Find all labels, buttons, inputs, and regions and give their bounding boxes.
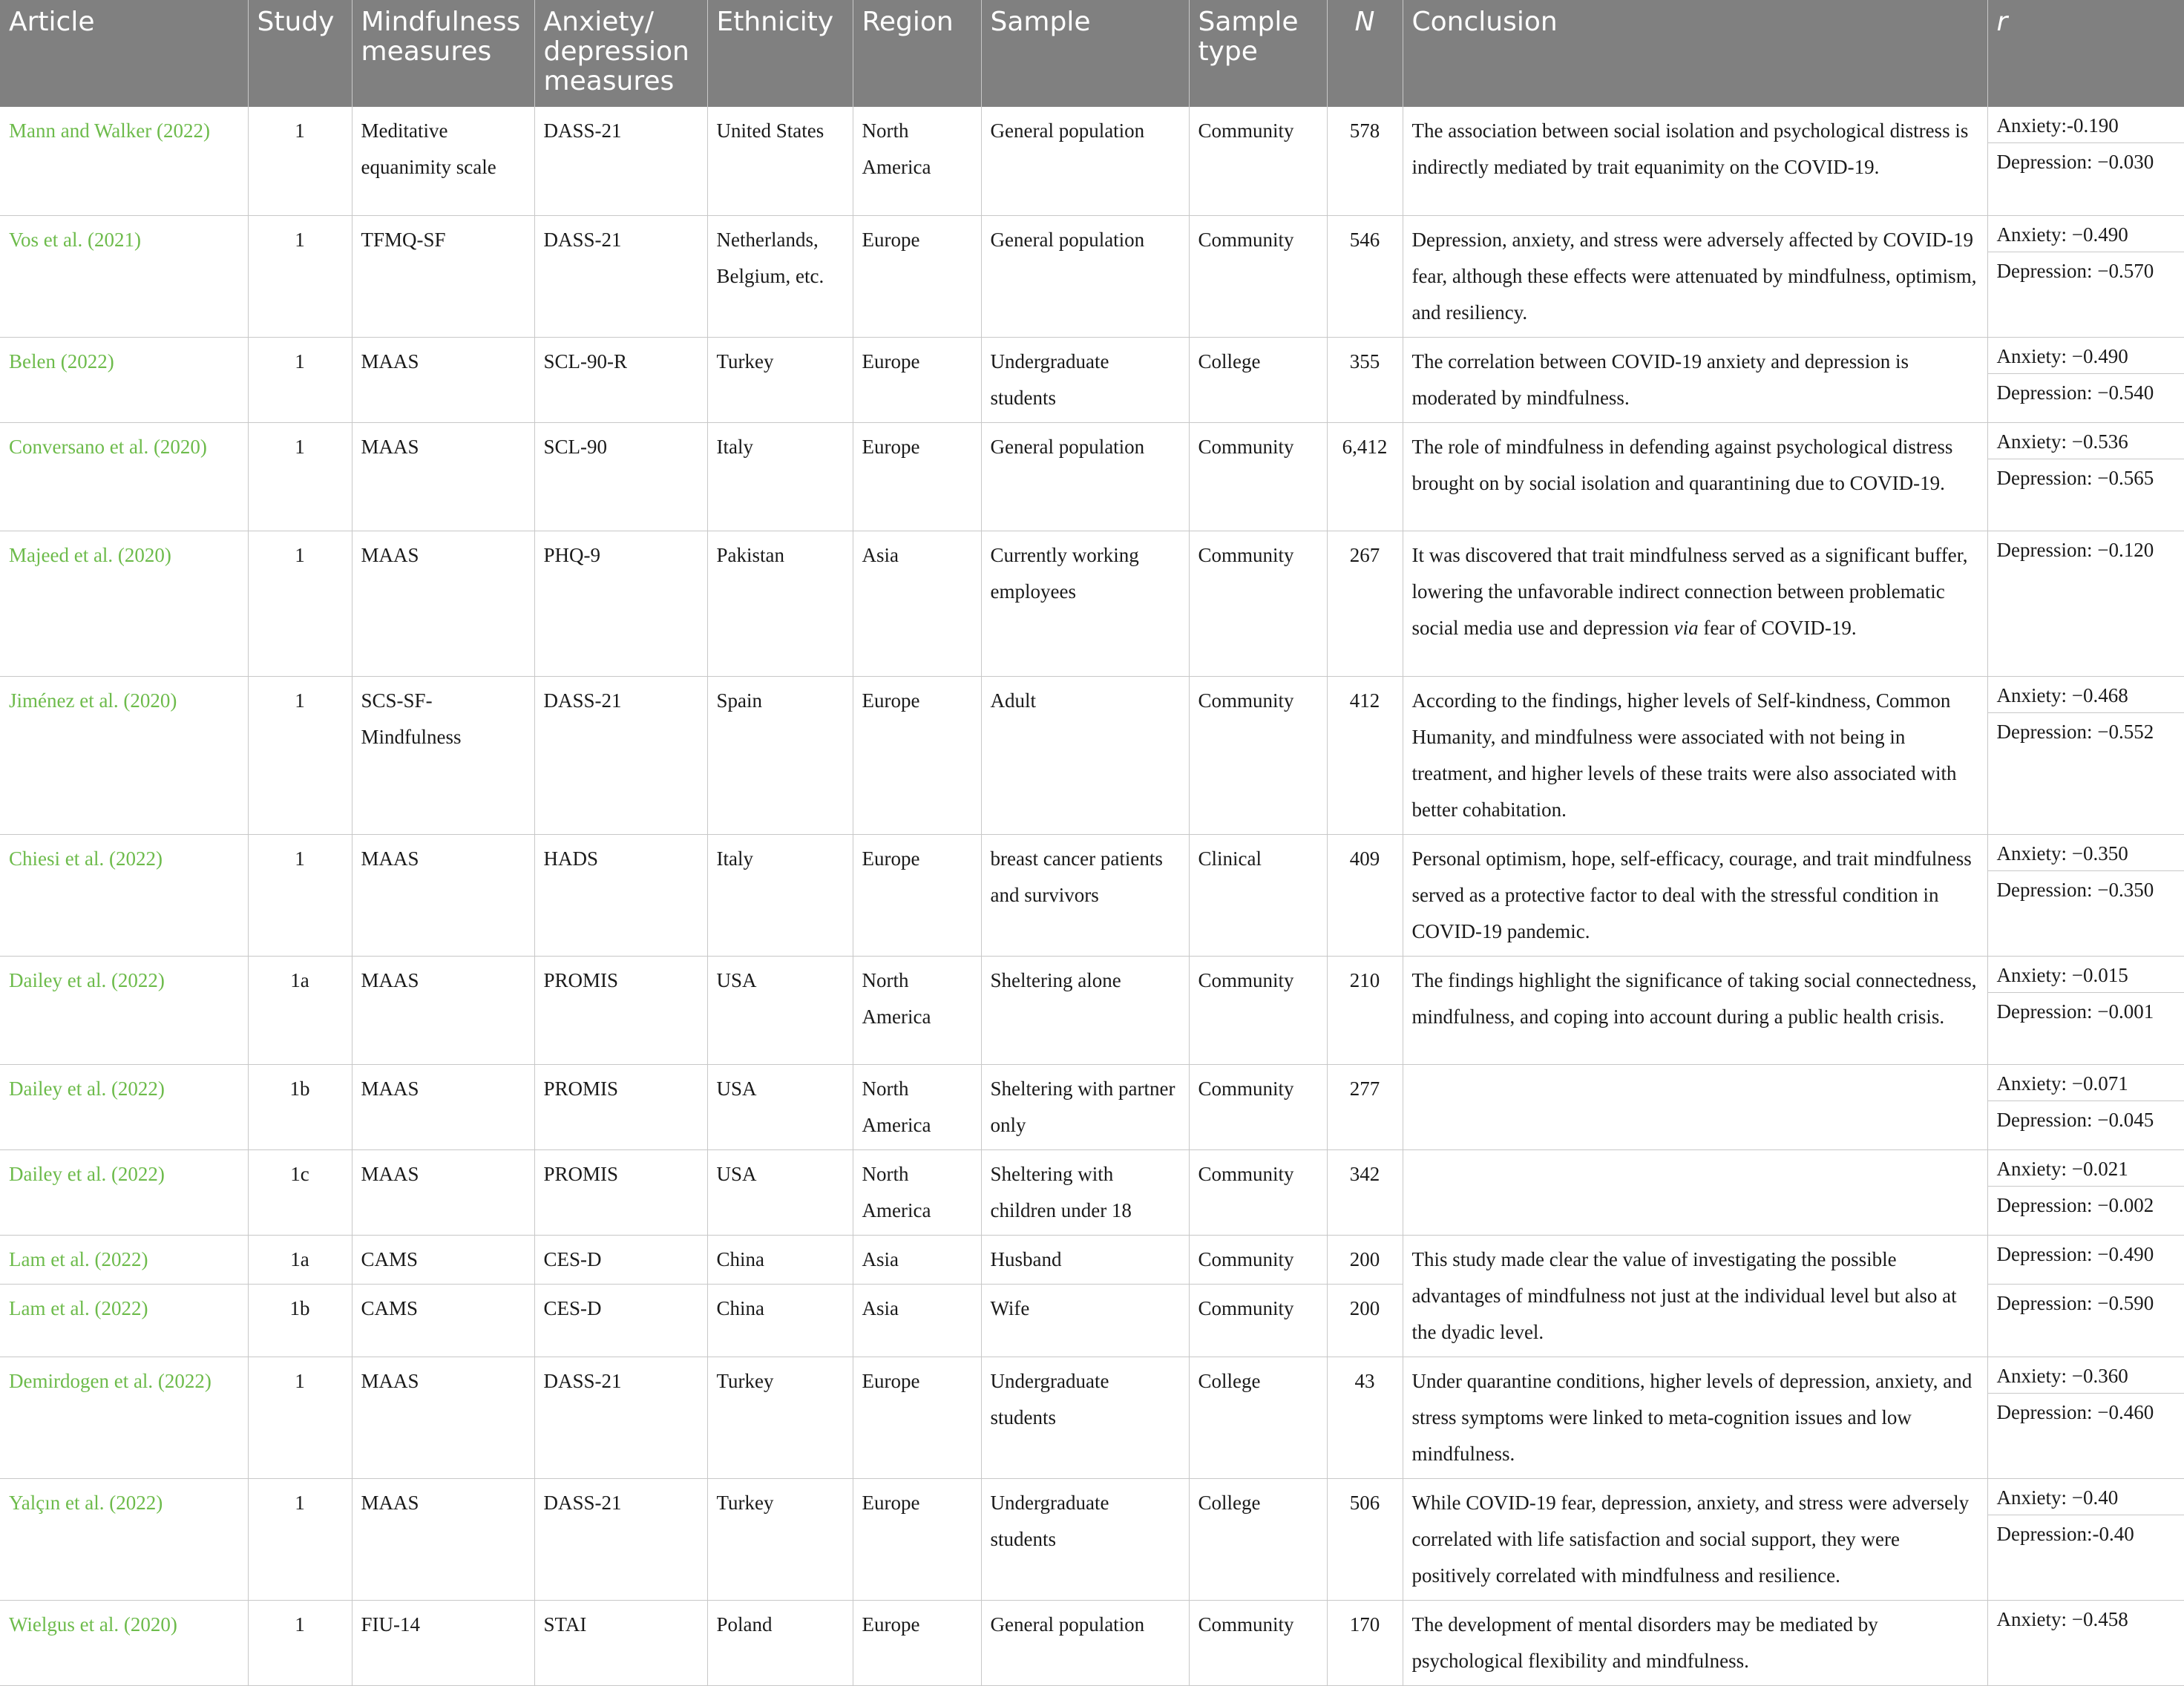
cell-sample: Wife <box>981 1284 1189 1357</box>
r-value: Anxiety: −0.021 <box>1996 1157 2128 1180</box>
cell-anxiety: SCL-90-R <box>534 337 707 422</box>
cell-ethnicity: Turkey <box>707 1478 853 1600</box>
cell-conclusion: The development of mental disorders may be mediated by psychological flexibility and mindfulness. <box>1403 1600 1987 1685</box>
article-link[interactable]: Majeed et al. (2020) <box>9 543 171 566</box>
cell-conclusion: This study made clear the value of investigating the possible advantages of mindfulness not just at the individual level but also at the dyadic level. <box>1403 1235 1987 1357</box>
conclusion-italic: via <box>1673 616 1699 639</box>
cell-r <box>1987 1478 2184 1600</box>
r-value: Anxiety:-0.190 <box>1996 114 2119 137</box>
cell-region: Europe <box>853 834 981 956</box>
cell-conclusion: According to the findings, higher levels of Self-kindness, Common Humanity, and mindfulness were associated with not being in treatment, and higher levels of these traits were also associated with better cohabitation. <box>1403 676 1987 834</box>
conclusion-text: It was discovered that trait mindfulness served as a significant buffer, lowering the unfavorable indirect connection between problematic social media use and depression <box>1411 543 1968 639</box>
r-value: Anxiety: −0.458 <box>1996 1607 2128 1630</box>
cell-article[interactable] <box>0 1478 248 1600</box>
cell-mindfulness: SCS-SF-Mindfulness <box>352 676 534 834</box>
cell-article[interactable] <box>0 676 248 834</box>
cell-sample-type: Community <box>1189 1064 1327 1149</box>
cell-ethnicity: China <box>707 1235 853 1284</box>
cell-n: 200 <box>1327 1284 1403 1357</box>
cell-conclusion: The correlation between COVID-19 anxiety and depression is moderated by mindfulness. <box>1403 337 1987 422</box>
cell-anxiety: PROMIS <box>534 1149 707 1235</box>
cell-n: 355 <box>1327 337 1403 422</box>
cell-region: Europe <box>853 1478 981 1600</box>
cell-mindfulness: FIU-14 <box>352 1600 534 1685</box>
cell-ethnicity: USA <box>707 956 853 1064</box>
table-row <box>0 1149 2184 1235</box>
cell-study: 1b <box>248 1064 352 1149</box>
cell-study: 1 <box>248 834 352 956</box>
cell-region: Europe <box>853 337 981 422</box>
article-link[interactable]: Mann and Walker (2022) <box>9 119 211 142</box>
cell-sample: Husband <box>981 1235 1189 1284</box>
table-row <box>0 676 2184 834</box>
cell-study: 1a <box>248 1235 352 1284</box>
header-anxiety: Anxiety/ depression measures <box>534 0 707 107</box>
cell-n: 6,412 <box>1327 422 1403 531</box>
cell-mindfulness: MAAS <box>352 956 534 1064</box>
cell-region: North America <box>853 1064 981 1149</box>
table-row <box>0 215 2184 337</box>
cell-sample-type: College <box>1189 1357 1327 1478</box>
cell-ethnicity: Turkey <box>707 1357 853 1478</box>
r-value: Anxiety: −0.490 <box>1996 344 2128 367</box>
cell-r <box>1987 1235 2184 1284</box>
cell-mindfulness: MAAS <box>352 1357 534 1478</box>
cell-ethnicity: Pakistan <box>707 531 853 676</box>
cell-article[interactable] <box>0 834 248 956</box>
cell-conclusion: The association between social isolation and psychological distress is indirectly mediated by trait equanimity on the COVID-19. <box>1403 107 1987 215</box>
cell-anxiety: DASS-21 <box>534 1357 707 1478</box>
cell-r <box>1987 956 2184 1064</box>
table-row <box>0 1600 2184 1685</box>
cell-sample-type: College <box>1189 1478 1327 1600</box>
cell-region: Europe <box>853 422 981 531</box>
cell-anxiety: PHQ-9 <box>534 531 707 676</box>
cell-sample-type: Community <box>1189 215 1327 337</box>
r-value: Depression: −0.002 <box>1988 1186 2184 1222</box>
cell-sample: Undergraduate students <box>981 337 1189 422</box>
cell-mindfulness: CAMS <box>352 1235 534 1284</box>
article-link[interactable]: Dailey et al. (2022) <box>9 968 165 991</box>
cell-conclusion: While COVID-19 fear, depression, anxiety, and stress were adversely correlated with life satisfaction and social support, they were positively correlated with mindfulness and resilience. <box>1403 1478 1987 1600</box>
r-value: Anxiety: −0.015 <box>1996 963 2128 986</box>
header-ethnicity: Ethnicity <box>707 0 853 107</box>
table-row <box>0 1064 2184 1149</box>
cell-n: 506 <box>1327 1478 1403 1600</box>
cell-sample-type: Community <box>1189 107 1327 215</box>
cell-study: 1c <box>248 1149 352 1235</box>
header-sample-type: Sample type <box>1189 0 1327 107</box>
header-row <box>0 0 2184 107</box>
cell-ethnicity: United States <box>707 107 853 215</box>
cell-conclusion: Under quarantine conditions, higher levels of depression, anxiety, and stress symptoms were linked to meta-cognition issues and low mindfulness. <box>1403 1357 1987 1478</box>
article-link[interactable]: Yalçın et al. (2022) <box>9 1491 163 1514</box>
table-row <box>0 1357 2184 1478</box>
r-value: Anxiety: −0.536 <box>1996 430 2128 453</box>
cell-mindfulness: Meditative equanimity scale <box>352 107 534 215</box>
cell-anxiety: DASS-21 <box>534 676 707 834</box>
cell-sample: Sheltering alone <box>981 956 1189 1064</box>
header-sample: Sample <box>981 0 1189 107</box>
cell-study: 1 <box>248 1357 352 1478</box>
cell-mindfulness: MAAS <box>352 337 534 422</box>
cell-n: 412 <box>1327 676 1403 834</box>
r-value: Anxiety: −0.360 <box>1996 1364 2128 1387</box>
cell-sample-type: Community <box>1189 1284 1327 1357</box>
cell-r <box>1987 1149 2184 1235</box>
cell-sample: Adult <box>981 676 1189 834</box>
cell-conclusion <box>1403 531 1987 676</box>
cell-r <box>1987 1357 2184 1478</box>
cell-study: 1 <box>248 1600 352 1685</box>
header-region: Region <box>853 0 981 107</box>
cell-mindfulness: TFMQ-SF <box>352 215 534 337</box>
cell-sample-type: College <box>1189 337 1327 422</box>
r-value: Anxiety: −0.490 <box>1996 223 2128 246</box>
cell-region: North America <box>853 107 981 215</box>
cell-sample: General population <box>981 107 1189 215</box>
header-study: Study <box>248 0 352 107</box>
cell-region: Asia <box>853 1235 981 1284</box>
cell-mindfulness: MAAS <box>352 834 534 956</box>
cell-sample-type: Community <box>1189 676 1327 834</box>
cell-anxiety: HADS <box>534 834 707 956</box>
cell-r <box>1987 531 2184 676</box>
r-value: Depression: −0.460 <box>1988 1393 2184 1429</box>
header-article: Article <box>0 0 248 107</box>
cell-anxiety: CES-D <box>534 1235 707 1284</box>
r-value: Depression: −0.490 <box>1996 1242 2154 1265</box>
article-link[interactable]: Lam et al. (2022) <box>9 1247 148 1270</box>
cell-ethnicity: Turkey <box>707 337 853 422</box>
cell-anxiety: SCL-90 <box>534 422 707 531</box>
cell-region: Europe <box>853 1600 981 1685</box>
table-row <box>0 1478 2184 1600</box>
cell-mindfulness: CAMS <box>352 1284 534 1357</box>
cell-article[interactable] <box>0 337 248 422</box>
cell-sample-type: Community <box>1189 1600 1327 1685</box>
cell-n: 267 <box>1327 531 1403 676</box>
cell-n: 342 <box>1327 1149 1403 1235</box>
cell-r <box>1987 422 2184 531</box>
cell-study: 1 <box>248 1478 352 1600</box>
cell-sample-type: Community <box>1189 422 1327 531</box>
cell-anxiety: PROMIS <box>534 1064 707 1149</box>
cell-sample: Undergraduate students <box>981 1357 1189 1478</box>
article-link[interactable]: Lam et al. (2022) <box>9 1296 148 1319</box>
r-value: Depression: −0.030 <box>1988 142 2184 179</box>
cell-mindfulness: MAAS <box>352 531 534 676</box>
article-link[interactable]: Demirdogen et al. (2022) <box>9 1369 211 1392</box>
cell-sample: Sheltering with children under 18 <box>981 1149 1189 1235</box>
article-link[interactable]: Conversano et al. (2020) <box>9 435 207 458</box>
cell-n: 210 <box>1327 956 1403 1064</box>
cell-anxiety: DASS-21 <box>534 107 707 215</box>
cell-study: 1 <box>248 107 352 215</box>
table-row <box>0 337 2184 422</box>
cell-anxiety: DASS-21 <box>534 215 707 337</box>
cell-region: North America <box>853 956 981 1064</box>
r-value: Anxiety: −0.071 <box>1996 1072 2128 1095</box>
r-value: Depression: −0.045 <box>1988 1101 2184 1137</box>
table-row <box>0 107 2184 215</box>
r-value: Depression: −0.570 <box>1988 252 2184 288</box>
cell-study: 1b <box>248 1284 352 1357</box>
cell-study: 1 <box>248 215 352 337</box>
cell-n: 170 <box>1327 1600 1403 1685</box>
cell-r <box>1987 215 2184 337</box>
header-mindfulness: Mindfulness measures <box>352 0 534 107</box>
cell-conclusion <box>1403 1149 1987 1235</box>
conclusion-text: fear of COVID-19. <box>1698 616 1857 639</box>
cell-anxiety: PROMIS <box>534 956 707 1064</box>
cell-article[interactable] <box>0 1149 248 1235</box>
r-value: Anxiety: −0.40 <box>1996 1486 2119 1509</box>
cell-ethnicity: Spain <box>707 676 853 834</box>
cell-r <box>1987 676 2184 834</box>
cell-study: 1a <box>248 956 352 1064</box>
cell-mindfulness: MAAS <box>352 1064 534 1149</box>
r-value: Depression: −0.590 <box>1996 1291 2154 1314</box>
cell-n: 546 <box>1327 215 1403 337</box>
cell-anxiety: STAI <box>534 1600 707 1685</box>
cell-r <box>1987 1600 2184 1685</box>
cell-sample: General population <box>981 1600 1189 1685</box>
cell-sample: General population <box>981 215 1189 337</box>
cell-region: Asia <box>853 531 981 676</box>
cell-n: 409 <box>1327 834 1403 956</box>
cell-region: North America <box>853 1149 981 1235</box>
cell-article[interactable] <box>0 531 248 676</box>
cell-article[interactable] <box>0 1600 248 1685</box>
r-value: Depression: −0.120 <box>1996 538 2154 561</box>
cell-article[interactable] <box>0 1235 248 1284</box>
table-row <box>0 956 2184 1064</box>
cell-article[interactable] <box>0 1064 248 1149</box>
cell-article[interactable] <box>0 107 248 215</box>
cell-sample-type: Community <box>1189 956 1327 1064</box>
cell-ethnicity: Italy <box>707 834 853 956</box>
cell-mindfulness: MAAS <box>352 422 534 531</box>
cell-study: 1 <box>248 422 352 531</box>
cell-region: Europe <box>853 215 981 337</box>
article-link[interactable]: Vos et al. (2021) <box>9 228 141 251</box>
r-value: Anxiety: −0.350 <box>1996 842 2128 865</box>
cell-conclusion: The role of mindfulness in defending against psychological distress brought on by social isolation and quarantining due to COVID-19. <box>1403 422 1987 531</box>
r-value: Anxiety: −0.468 <box>1996 683 2128 706</box>
cell-ethnicity: Poland <box>707 1600 853 1685</box>
article-link[interactable]: Chiesi et al. (2022) <box>9 847 163 870</box>
cell-ethnicity: Italy <box>707 422 853 531</box>
table-row <box>0 422 2184 531</box>
r-value: Depression: −0.540 <box>1988 373 2184 410</box>
header-n: N <box>1327 0 1403 107</box>
cell-sample-type: Community <box>1189 531 1327 676</box>
cell-ethnicity: China <box>707 1284 853 1357</box>
cell-anxiety: CES-D <box>534 1284 707 1357</box>
cell-sample: Sheltering with partner only <box>981 1064 1189 1149</box>
cell-study: 1 <box>248 531 352 676</box>
cell-article[interactable] <box>0 1284 248 1357</box>
article-link[interactable]: Dailey et al. (2022) <box>9 1077 165 1100</box>
cell-study: 1 <box>248 337 352 422</box>
cell-sample-type: Community <box>1189 1235 1327 1284</box>
cell-n: 200 <box>1327 1235 1403 1284</box>
cell-sample-type: Clinical <box>1189 834 1327 956</box>
cell-sample: Undergraduate students <box>981 1478 1189 1600</box>
cell-article[interactable] <box>0 1357 248 1478</box>
table-row <box>0 1235 2184 1284</box>
article-link[interactable]: Jiménez et al. (2020) <box>9 689 177 712</box>
cell-n: 43 <box>1327 1357 1403 1478</box>
r-value: Depression: −0.552 <box>1988 712 2184 749</box>
cell-sample-type: Community <box>1189 1149 1327 1235</box>
article-link[interactable]: Wielgus et al. (2020) <box>9 1613 177 1636</box>
r-value: Depression: −0.001 <box>1988 992 2184 1029</box>
table-row <box>0 531 2184 676</box>
cell-sample: General population <box>981 422 1189 531</box>
cell-region: Asia <box>853 1284 981 1357</box>
header-conclusion: Conclusion <box>1403 0 1987 107</box>
cell-ethnicity: USA <box>707 1149 853 1235</box>
cell-ethnicity: USA <box>707 1064 853 1149</box>
cell-conclusion: Depression, anxiety, and stress were adversely affected by COVID-19 fear, although these effects were attenuated by mindfulness, optimism, and resiliency. <box>1403 215 1987 337</box>
cell-n: 578 <box>1327 107 1403 215</box>
cell-n: 277 <box>1327 1064 1403 1149</box>
article-link[interactable]: Dailey et al. (2022) <box>9 1162 165 1185</box>
cell-article[interactable] <box>0 215 248 337</box>
cell-article[interactable] <box>0 956 248 1064</box>
cell-region: Europe <box>853 1357 981 1478</box>
cell-conclusion <box>1403 1064 1987 1149</box>
cell-r <box>1987 834 2184 956</box>
r-value: Depression: −0.565 <box>1988 459 2184 495</box>
cell-r <box>1987 337 2184 422</box>
cell-r <box>1987 107 2184 215</box>
cell-study: 1 <box>248 676 352 834</box>
header-r: r <box>1987 0 2184 107</box>
r-value: Depression: −0.350 <box>1988 870 2184 907</box>
cell-mindfulness: MAAS <box>352 1478 534 1600</box>
table-row <box>0 834 2184 956</box>
cell-r <box>1987 1284 2184 1357</box>
article-link[interactable]: Belen (2022) <box>9 350 114 373</box>
cell-ethnicity: Netherlands, Belgium, etc. <box>707 215 853 337</box>
cell-conclusion: Personal optimism, hope, self-efficacy, courage, and trait mindfulness served as a protective factor to deal with the stressful condition in COVID-19 pandemic. <box>1403 834 1987 956</box>
cell-anxiety: DASS-21 <box>534 1478 707 1600</box>
cell-conclusion: The findings highlight the significance of taking social connectedness, mindfulness, and coping into account during a public health crisis. <box>1403 956 1987 1064</box>
r-value: Depression:-0.40 <box>1988 1515 2184 1551</box>
cell-sample: Currently working employees <box>981 531 1189 676</box>
cell-r <box>1987 1064 2184 1149</box>
cell-region: Europe <box>853 676 981 834</box>
cell-mindfulness: MAAS <box>352 1149 534 1235</box>
cell-article[interactable] <box>0 422 248 531</box>
cell-sample: breast cancer patients and survivors <box>981 834 1189 956</box>
